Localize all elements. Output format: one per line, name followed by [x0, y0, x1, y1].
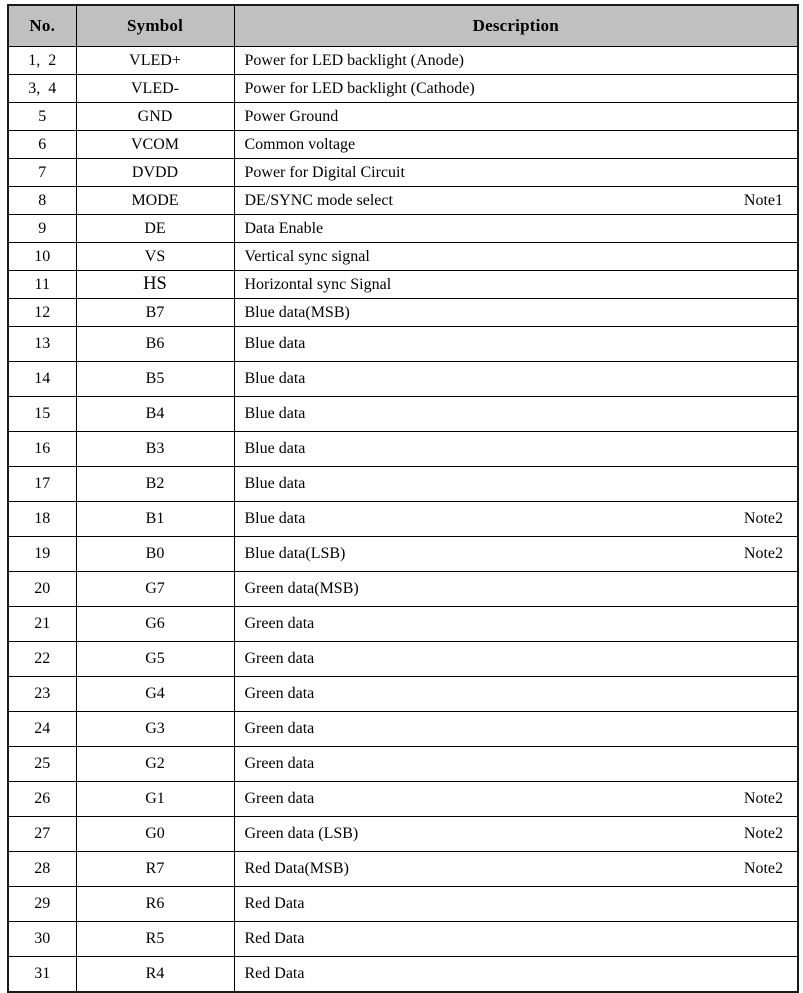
pin-number-cell: 31: [8, 957, 76, 993]
description-text: Green data (LSB): [244, 825, 359, 842]
pin-number-cell: 24: [8, 712, 76, 747]
table-row: [8, 852, 798, 887]
pin-symbol-cell: G6: [76, 607, 234, 642]
description-text: Data Enable: [244, 219, 324, 237]
pin-symbol-cell: VLED+: [76, 47, 234, 75]
pin-description-cell: [234, 677, 798, 712]
pin-description-cell: [234, 712, 798, 747]
description-text: Green data: [244, 685, 315, 702]
pin-number-cell: 5: [8, 103, 76, 131]
pin-number-cell: 19: [8, 537, 76, 572]
pin-symbol-cell: GND: [76, 103, 234, 131]
pin-number-cell: 3, 4: [8, 75, 76, 103]
pin-number-cell: 22: [8, 642, 76, 677]
table-row: [8, 159, 798, 187]
description-text: Blue data: [244, 475, 306, 492]
description-text: Green data: [244, 755, 315, 772]
pin-number-cell: 17: [8, 467, 76, 502]
pin-description-cell: [234, 243, 798, 271]
description-text: Red Data: [244, 965, 305, 982]
description-text: Vertical sync signal: [244, 247, 370, 265]
pin-description-cell: [234, 922, 798, 957]
pin-number-cell: 6: [8, 131, 76, 159]
table-row: [8, 642, 798, 677]
description-text: Blue data(MSB): [244, 303, 350, 321]
pin-number-cell: 27: [8, 817, 76, 852]
pin-symbol-cell: G2: [76, 747, 234, 782]
table-row: [8, 537, 798, 572]
description-text: Power for Digital Circuit: [244, 163, 405, 181]
description-text: Blue data: [244, 510, 306, 527]
description-text: Green data: [244, 790, 315, 807]
pin-number-cell: 9: [8, 215, 76, 243]
pin-description-table: [7, 4, 799, 993]
pin-description-cell: [234, 537, 798, 572]
description-text: Power Ground: [244, 107, 339, 125]
pin-description-cell: [234, 782, 798, 817]
description-text: Power for LED backlight (Anode): [244, 51, 464, 69]
column-header-symbol: Symbol: [76, 5, 234, 47]
table-row: [8, 243, 798, 271]
pin-symbol-cell: R5: [76, 922, 234, 957]
pin-symbol-cell: B1: [76, 502, 234, 537]
pin-symbol-cell: G1: [76, 782, 234, 817]
pin-number-cell: 8: [8, 187, 76, 215]
pin-number-cell: 7: [8, 159, 76, 187]
pin-description-cell: [234, 187, 798, 215]
pin-symbol-cell: B4: [76, 397, 234, 432]
description-text: Red Data: [244, 895, 305, 912]
pin-number-cell: 26: [8, 782, 76, 817]
pin-description-cell: [234, 397, 798, 432]
table-row: [8, 215, 798, 243]
description-text: Green data: [244, 720, 315, 737]
pin-symbol-cell: B5: [76, 362, 234, 397]
note-reference: Note2: [743, 860, 783, 877]
pin-description-cell: [234, 887, 798, 922]
table-row: [8, 271, 798, 299]
pin-number-cell: 23: [8, 677, 76, 712]
table-row: [8, 47, 798, 75]
pin-description-cell: [234, 103, 798, 131]
description-text: Blue data: [244, 405, 306, 422]
pin-symbol-cell: B2: [76, 467, 234, 502]
pin-symbol-cell: G3: [76, 712, 234, 747]
pin-symbol-cell: VLED-: [76, 75, 234, 103]
pin-number-cell: 25: [8, 747, 76, 782]
note-reference: Note1: [743, 191, 783, 209]
table-row: [8, 131, 798, 159]
pin-symbol-cell: R6: [76, 887, 234, 922]
table-body: [8, 47, 798, 993]
table-row: [8, 362, 798, 397]
description-text: Blue data: [244, 335, 306, 352]
pin-symbol-cell: VS: [76, 243, 234, 271]
pin-description-cell: [234, 271, 798, 299]
description-text: Horizontal sync Signal: [244, 275, 392, 293]
pin-number-cell: 10: [8, 243, 76, 271]
table-row: [8, 677, 798, 712]
pin-number-cell: 14: [8, 362, 76, 397]
pin-description-cell: [234, 362, 798, 397]
pin-description-cell: [234, 502, 798, 537]
pin-number-cell: 20: [8, 572, 76, 607]
table-row: [8, 397, 798, 432]
pin-number-cell: 1, 2: [8, 47, 76, 75]
pin-description-cell: [234, 817, 798, 852]
table-row: [8, 432, 798, 467]
description-text: Blue data: [244, 370, 306, 387]
table-row: [8, 187, 798, 215]
description-text: Red Data: [244, 930, 305, 947]
pin-symbol-cell: B0: [76, 537, 234, 572]
pin-symbol-cell: DVDD: [76, 159, 234, 187]
pin-symbol-cell: MODE: [76, 187, 234, 215]
table-row: [8, 817, 798, 852]
column-header-no: No.: [8, 5, 76, 47]
pin-description-cell: [234, 957, 798, 993]
description-text: DE/SYNC mode select: [244, 191, 393, 209]
table-row: [8, 607, 798, 642]
table-row: [8, 922, 798, 957]
pin-description-cell: [234, 47, 798, 75]
table-row: [8, 747, 798, 782]
table-row: [8, 712, 798, 747]
pin-symbol-cell: HS: [76, 271, 234, 299]
pin-number-cell: 15: [8, 397, 76, 432]
pin-symbol-cell: G7: [76, 572, 234, 607]
pin-symbol-cell: DE: [76, 215, 234, 243]
pin-number-cell: 12: [8, 299, 76, 327]
pin-number-cell: 28: [8, 852, 76, 887]
pin-description-cell: [234, 131, 798, 159]
pin-description-cell: [234, 467, 798, 502]
pin-description-cell: [234, 159, 798, 187]
description-text: Green data: [244, 615, 315, 632]
pin-description-cell: [234, 75, 798, 103]
pin-number-cell: 29: [8, 887, 76, 922]
pin-number-cell: 13: [8, 327, 76, 362]
table-row: [8, 103, 798, 131]
column-header-description: Description: [234, 5, 798, 47]
pin-description-cell: [234, 607, 798, 642]
note-reference: Note2: [743, 510, 783, 527]
table-row: [8, 887, 798, 922]
pin-description-cell: [234, 327, 798, 362]
table-header-row: [8, 5, 798, 47]
pin-symbol-cell: G5: [76, 642, 234, 677]
pin-description-cell: [234, 642, 798, 677]
table-row: [8, 502, 798, 537]
description-text: Green data: [244, 650, 315, 667]
table-row: [8, 327, 798, 362]
description-text: Green data(MSB): [244, 580, 359, 597]
pin-number-cell: 16: [8, 432, 76, 467]
table-row: [8, 572, 798, 607]
table-row: [8, 957, 798, 993]
pin-symbol-cell: G0: [76, 817, 234, 852]
note-reference: Note2: [743, 545, 783, 562]
table-row: [8, 467, 798, 502]
pin-description-cell: [234, 747, 798, 782]
pin-description-cell: [234, 432, 798, 467]
note-reference: Note2: [743, 825, 783, 842]
description-text: Red Data(MSB): [244, 860, 349, 877]
pin-symbol-cell: G4: [76, 677, 234, 712]
pin-description-cell: [234, 215, 798, 243]
description-text: Blue data: [244, 440, 306, 457]
pin-symbol-cell: R7: [76, 852, 234, 887]
pin-number-cell: 30: [8, 922, 76, 957]
pin-symbol-cell: R4: [76, 957, 234, 993]
pin-symbol-cell: VCOM: [76, 131, 234, 159]
pin-symbol-cell: B7: [76, 299, 234, 327]
table-row: [8, 299, 798, 327]
table-row: [8, 75, 798, 103]
pin-description-cell: [234, 852, 798, 887]
table-row: [8, 782, 798, 817]
pin-description-cell: [234, 299, 798, 327]
description-text: Common voltage: [244, 135, 356, 153]
description-text: Blue data(LSB): [244, 545, 346, 562]
pin-number-cell: 21: [8, 607, 76, 642]
description-text: Power for LED backlight (Cathode): [244, 79, 475, 97]
pin-number-cell: 18: [8, 502, 76, 537]
pin-description-cell: [234, 572, 798, 607]
note-reference: Note2: [743, 790, 783, 807]
pin-symbol-cell: B6: [76, 327, 234, 362]
pin-symbol-cell: B3: [76, 432, 234, 467]
pin-number-cell: 11: [8, 271, 76, 299]
